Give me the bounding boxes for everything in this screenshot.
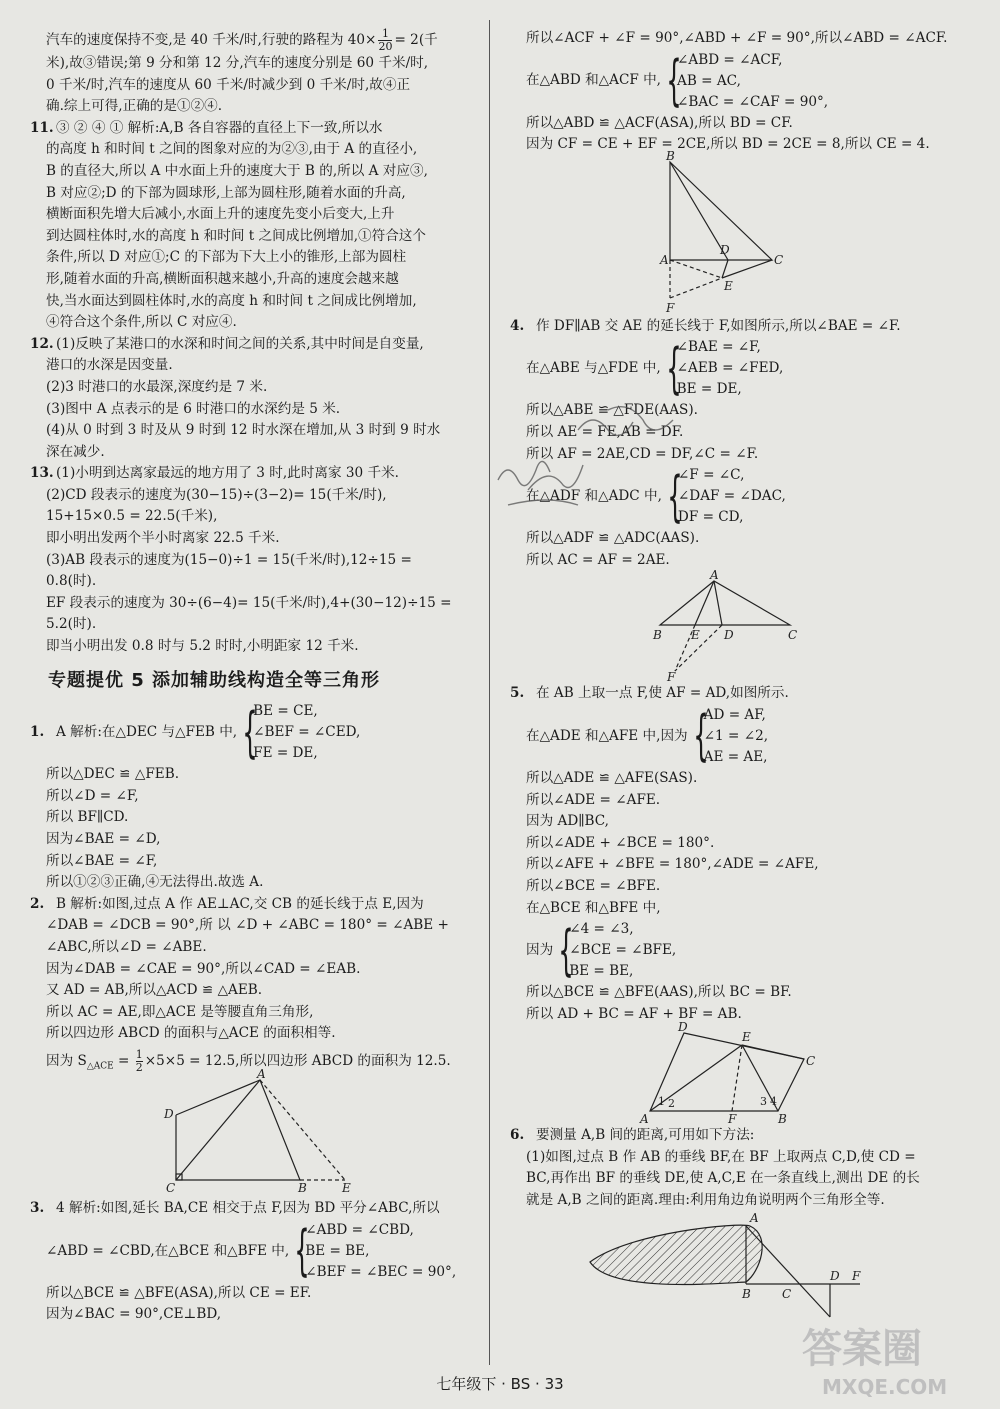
fraction: $\frac{1}{2}$ — [135, 1047, 143, 1074]
system-line: ∠4 = ∠3, — [569, 921, 634, 938]
question-number: 1. — [30, 723, 45, 740]
system-line: ∠1 = ∠2, — [703, 727, 769, 744]
column-divider — [489, 20, 490, 1365]
svg-text:F: F — [666, 300, 675, 315]
brace-icon: { — [242, 700, 258, 764]
text-line: (4)从 0 时到 3 时及从 9 时到 12 时水深在增加,从 3 时到 9 时水 — [46, 422, 441, 439]
system-line: ∠BAE = ∠F, — [676, 339, 761, 356]
text-line: 所以 AC = AE,即△ACE 是等腰直角三角形, — [46, 1003, 314, 1020]
svg-text:D: D — [164, 1107, 174, 1122]
text-line: 在 AB 上取一点 F,使 AF = AD,如图所示. — [536, 685, 789, 702]
svg-text:E: E — [742, 1030, 751, 1045]
watermark-url: MXQE.COM — [822, 1375, 948, 1399]
watermark-logo — [792, 1312, 992, 1402]
right-column — [510, 28, 980, 1322]
brace-icon: { — [294, 1219, 310, 1283]
svg-text:D: D — [724, 628, 734, 643]
system-line: ∠ABD = ∠CBD, — [305, 1221, 414, 1238]
text-line: 确.综上可得,正确的是①②④. — [46, 98, 223, 115]
svg-text:A: A — [640, 1112, 649, 1127]
footer-separator: · — [501, 1375, 506, 1393]
answer-11 — [30, 118, 480, 334]
question-number: 2. — [30, 895, 45, 912]
triangle-figure-abc — [510, 568, 980, 685]
text-line: 就是 A,B 之间的距离.理由:利用角边角说明两个三角形全等. — [526, 1192, 885, 1209]
text-line: 在△BCE 和△BFE 中, — [526, 899, 661, 916]
text-line: (1)反映了某港口的水深和时间之间的关系,其中时间是自变量, — [56, 335, 424, 352]
text-line: 深在减少. — [46, 443, 105, 460]
text-line: 所以∠ADE = ∠AFE. — [526, 791, 661, 808]
trapezoid-figure — [510, 1020, 980, 1127]
system-line: BE = BE, — [569, 963, 634, 980]
text-line: 所以∠AFE + ∠BFE = 180°,∠ADE = ∠AFE, — [526, 856, 819, 873]
question-number: 6. — [510, 1127, 525, 1144]
text-line: 要测量 A,B 间的距离,可用如下方法: — [536, 1127, 755, 1144]
system-line: ∠BEF = ∠CED, — [253, 724, 361, 741]
brace-icon: { — [692, 704, 709, 768]
text-line: 所以△ADF ≌ △ADC(AAS). — [526, 530, 700, 547]
svg-text:C: C — [788, 628, 798, 643]
text-line: 0.8(时). — [46, 573, 97, 590]
text-line: 在△ADE 和△AFE 中,因为 — [526, 727, 688, 744]
area-formula: 因为 $S_{\triangle ACE}$ = $\frac{1}{2}$ ×5×5 = 12.5,所以四边形 ABCD 的面积为 12.5. — [46, 1047, 451, 1074]
svg-text:A: A — [710, 568, 719, 583]
answer-s2 — [30, 894, 480, 1198]
question-number: 13. — [30, 465, 54, 482]
watermark-text: 答案圈 — [802, 1326, 922, 1372]
page-number: 33 — [544, 1375, 564, 1393]
svg-text:E: E — [342, 1181, 351, 1196]
svg-text:D: D — [720, 242, 730, 257]
system-line: ∠AEB = ∠FED, — [676, 360, 784, 377]
answer-s1 — [30, 701, 480, 894]
svg-text:B: B — [298, 1181, 307, 1196]
brace-icon: { — [666, 49, 682, 113]
svg-text:C: C — [166, 1181, 176, 1196]
system-line: ∠BCE = ∠BFE, — [569, 942, 677, 959]
svg-text:C: C — [782, 1286, 792, 1301]
system-line: AD = AF, — [703, 706, 766, 723]
text-line: 即当小明出发 0.8 时与 5.2 时时,小明距家 12 千米. — [46, 638, 359, 655]
text-line: ∠ABC,所以∠D = ∠ABE. — [46, 938, 207, 955]
system-line: ∠ABD = ∠ACF, — [677, 51, 783, 68]
answer-s5 — [510, 683, 980, 1125]
text-line: B 的直径大,所以 A 中水面上升的速度大于 B 的,所以 A 对应③, — [46, 162, 428, 179]
svg-text:C: C — [774, 252, 784, 267]
svg-text:F: F — [852, 1268, 861, 1283]
brace-icon: { — [667, 464, 683, 528]
footer-separator: · — [535, 1375, 540, 1393]
text-line: 因为 AD∥BC, — [526, 813, 609, 830]
text-line: 5.2(时). — [46, 616, 97, 633]
svg-text:A: A — [660, 252, 669, 267]
text-line: (3)图中 A 点表示的是 6 时港口的水深约是 5 米. — [46, 400, 341, 417]
text-line: (1)如图,过点 B 作 AB 的垂线 BF,在 BF 上取两点 C,D,使 CD = — [526, 1148, 916, 1165]
answer-s4 — [510, 316, 980, 684]
text-line: 快,当水面达到圆柱体时,水的高度 h 和时间 t 之间成比例增加, — [46, 292, 417, 309]
text-line: 所以四边形 ABCD 的面积与△ACE 的面积相等. — [46, 1025, 336, 1042]
svg-text:3: 3 — [760, 1095, 767, 1109]
system-line: AE = AE, — [703, 748, 768, 765]
text-line: 所以 AF = 2AE,CD = DF,∠C = ∠F. — [526, 445, 759, 462]
text-line: 汽车的速度保持不变,是 40 千米/时,行驶的路程为 40× — [46, 32, 377, 48]
answer-13 — [30, 463, 480, 657]
svg-text:1: 1 — [658, 1095, 665, 1109]
system-line: DF = CD, — [677, 509, 744, 526]
pond-measurement-figure — [510, 1212, 980, 1322]
text-line: 所以△BCE ≌ △BFE(AAS),所以 BC = BF. — [526, 984, 792, 1001]
text-line: 所以∠BCE = ∠BFE. — [526, 877, 661, 894]
system-line: AB = AC, — [677, 72, 741, 89]
text-line: ③ ② ④ ① 解析:A,B 各自容器的直径上下一致,所以水 — [56, 119, 383, 136]
text-line: 在△ADF 和△ADC 中, — [526, 487, 662, 504]
text-line: 在△ABE 与△FDE 中, — [526, 360, 661, 377]
text-line: 所以 AD + BC = AF + BF = AB. — [526, 1005, 742, 1022]
system-line: FE = DE, — [253, 745, 318, 762]
text-line: 港口的水深是因变量. — [46, 357, 173, 374]
text-line: BC,再作出 BF 的垂线 DE,使 A,C,E 在一条直线上,测出 DE 的长 — [526, 1170, 920, 1187]
text-line: 因为 CF = CE + EF = 2CE,所以 BD = 2CE = 8,所以 CE = 4. — [526, 136, 930, 153]
text-line: ∠DAB = ∠DCB = 90°,所 以 ∠D + ∠ABC = 180° = ∠ABE + — [46, 917, 449, 934]
text-line: 到达圆柱体时,水的高度 h 和时间 t 之间成比例增加,①符合这个 — [46, 227, 426, 244]
question-number: 11. — [30, 119, 54, 136]
text-line: 所以△BCE ≌ △BFE(ASA),所以 CE = EF. — [46, 1284, 312, 1301]
text-line: 所以①②③正确,④无法得出.故选 A. — [46, 874, 264, 891]
svg-text:D: D — [830, 1268, 840, 1283]
text-line: 所以∠ACF + ∠F = 90°,∠ABD + ∠F = 90°,所以∠ABD = ∠ACF. — [526, 30, 948, 46]
text-line: 因为∠BAC = 90°,CE⊥BD, — [46, 1306, 222, 1323]
text-line: ∠ABD = ∠CBD,在△BCE 和△BFE 中, — [46, 1242, 290, 1259]
text-line: 即小明出发两个半小时离家 22.5 千米. — [46, 530, 280, 547]
brace-icon: { — [558, 918, 574, 982]
text-line: 所以 AC = AF = 2AE. — [526, 551, 670, 568]
svg-text:B: B — [653, 628, 662, 643]
answer-s6 — [510, 1125, 980, 1321]
text-line: 所以△ABD ≌ △ACF(ASA),所以 BD = CF. — [526, 114, 793, 131]
text-line: 的高度 h 和时间 t 之间的图象对应的为②③,由于 A 的直径小, — [46, 141, 418, 158]
grade-label: 七年级下 — [436, 1375, 497, 1393]
question-number: 5. — [510, 685, 525, 702]
text-line: 所以∠BAE = ∠F, — [46, 852, 158, 869]
text-line: 所以∠D = ∠F, — [46, 787, 139, 804]
system-line: ∠BAC = ∠CAF = 90°, — [677, 93, 829, 110]
text-line: (2)3 时港口的水最深,深度约是 7 米. — [46, 378, 268, 395]
text-line: 在△ABD 和△ACF 中, — [526, 72, 662, 89]
text-line: 所以 BF∥CD. — [46, 809, 129, 826]
text-line: 因为∠DAB = ∠CAE = 90°,所以∠CAD = ∠EAB. — [46, 960, 361, 977]
fraction: $\frac{1}{20}$ — [378, 27, 393, 53]
system-line: BE = DE, — [676, 381, 742, 398]
text-line: EF 段表示的速度为 30÷(6−4)= 15(千米/时),4+(30−12)÷15 = — [46, 594, 452, 611]
text-line: 形,随着水面的升高,横断面积越来越小,升高的速度会越来越 — [46, 270, 399, 287]
svg-text:F: F — [667, 670, 676, 685]
system-line: BE = CE, — [253, 703, 318, 720]
system-line: BE = BE, — [305, 1242, 370, 1259]
svg-text:E: E — [691, 628, 700, 643]
text-line: 所以△DEC ≌ △FEB. — [46, 766, 180, 783]
question-number: 3. — [30, 1200, 45, 1217]
text-line: (2)CD 段表示的速度为(30−15)÷(3−2)= 15(千米/时), — [46, 486, 387, 503]
text-line: A 解析:在△DEC 与△FEB 中, — [56, 723, 238, 740]
edition-label: BS — [510, 1375, 531, 1393]
system-line: ∠DAF = ∠DAC, — [677, 488, 786, 505]
triangle-figure-bfc — [510, 148, 980, 316]
text-line: B 解析:如图,过点 A 作 AE⊥AC,交 CB 的延长线于点 E,因为 — [56, 895, 424, 912]
question-number: 12. — [30, 335, 54, 352]
system-line: ∠BEF = ∠BEC = 90°, — [305, 1263, 457, 1280]
svg-text:D: D — [678, 1020, 688, 1035]
system-line: ∠F = ∠C, — [677, 467, 745, 484]
answer-s3 — [30, 1198, 480, 1326]
svg-text:B: B — [666, 148, 675, 163]
text-line: 0 千米/时,汽车的速度从 60 千米/时减少到 0 千米/时,故④正 — [46, 76, 411, 93]
svg-text:A: A — [750, 1210, 759, 1225]
text-line: ④符合这个条件,所以 C 对应④. — [46, 314, 237, 331]
svg-text:F: F — [728, 1112, 737, 1127]
question-number: 4. — [510, 317, 525, 334]
text-line: (3)AB 段表示的速度为(15−0)÷1 = 15(千米/时),12÷15 = — [46, 551, 412, 568]
svg-text:B: B — [778, 1112, 787, 1127]
brace-icon: { — [665, 336, 682, 400]
svg-text:2: 2 — [668, 1097, 675, 1111]
text-line: B 对应②;D 的下部为圆球形,上部为圆柱形,随着水面的升高, — [46, 184, 406, 201]
text-line: 作 DF∥AB 交 AE 的延长线于 F,如图所示,所以∠BAE = ∠F. — [536, 317, 901, 334]
text-line: 又 AD = AB,所以△ACD ≌ △AEB. — [46, 982, 263, 999]
section-title: 专题提优 5 添加辅助线构造全等三角形 — [48, 669, 381, 691]
svg-text:C: C — [806, 1054, 816, 1069]
text-line: 因为 — [526, 941, 554, 958]
svg-text:E: E — [724, 278, 733, 293]
svg-text:4: 4 — [770, 1095, 777, 1109]
text-line: (1)小明到达离家最远的地方用了 3 时,此时离家 30 千米. — [56, 465, 400, 482]
answer-10-continued: 汽车的速度保持不变,是 40 千米/时,行驶的路程为 40× $\frac{1}{20}$ = 2(千 米),故③错误;第 9 分和第 12 分,汽车的速度分别是 60 千米/时, 0 千米/时,汽车的速度从 60 千米/时减少到 0 千米/时,故④正 确.综上可得,正确的是①②④. — [30, 28, 480, 118]
text-line: 米),故③错误;第 9 分和第 12 分,汽车的速度分别是 60 千米/时, — [46, 55, 429, 71]
text-line: 4 解析:如图,延长 BA,CE 相交于点 F,因为 BD 平分∠ABC,所以 — [56, 1200, 440, 1217]
text-line: 所以∠ADE + ∠BCE = 180°. — [526, 834, 715, 851]
text-line: 条件,所以 D 对应①;C 的下部为下大上小的锥形,上部为圆柱 — [46, 249, 407, 266]
text-line: 所以△ADE ≌ △AFE(SAS). — [526, 769, 698, 786]
answer-12 — [30, 334, 480, 464]
left-column — [30, 28, 480, 1326]
text-line: 所以△ABE ≌ △FDE(AAS). — [526, 402, 698, 419]
text-line: 因为∠BAE = ∠D, — [46, 831, 161, 847]
text-line: 所以 AE = FE,AB = DF. — [526, 423, 684, 440]
text-line: 15+15×0.5 = 22.5(千米), — [46, 508, 218, 525]
svg-text:B: B — [742, 1286, 751, 1301]
text-line: 横断面积先增大后减小,水面上升的速度先变小后变大,上升 — [46, 206, 395, 223]
svg-text:A: A — [257, 1067, 266, 1082]
quadrilateral-figure — [30, 1067, 470, 1198]
